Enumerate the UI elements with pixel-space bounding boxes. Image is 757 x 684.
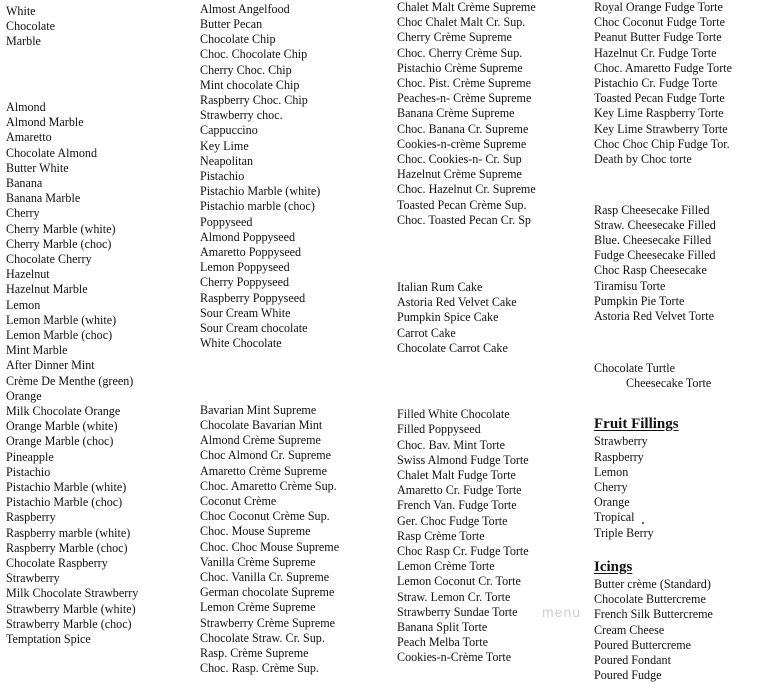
fruit-filling-item: Triple Berry	[594, 526, 654, 540]
watermark-text: menu	[542, 604, 582, 620]
flavor-item: Cappuccino	[200, 123, 258, 137]
flavor-item: Choc Rasp Cr. Fudge Torte	[397, 544, 529, 558]
flavor-item: Banana	[6, 176, 43, 190]
flavor-item: Choc. Cookies-n- Cr. Sup	[397, 152, 522, 166]
flavor-item: Cherry Marble (choc)	[6, 237, 112, 251]
flavor-item: Poppyseed	[200, 215, 253, 229]
flavor-item: Choc Choc Chip Fudge Tor.	[594, 137, 730, 151]
flavor-item: Chocolate Bavarian Mint	[200, 418, 323, 432]
flavor-item: Choc Rasp Cheesecake	[594, 263, 707, 277]
flavor-item: Italian Rum Cake	[397, 280, 483, 294]
fruit-filling-item: Strawberry	[594, 434, 648, 448]
flavor-item: Lemon Coconut Cr. Torte	[397, 574, 521, 588]
flavor-item: Strawberry Crème Supreme	[200, 616, 336, 630]
flavor-item: Choc Almond Cr. Supreme	[200, 448, 332, 462]
flavor-item: Strawberry Marble (choc)	[6, 617, 132, 631]
flavor-item: Mint chocolate Chip	[200, 78, 300, 92]
flavor-item: Almost Angelfood	[200, 2, 290, 16]
flavor-item: Pistachio marble (choc)	[200, 199, 315, 213]
flavor-item: Filled Poppyseed	[397, 422, 481, 436]
flavor-item: Choc. Bav. Mint Torte	[397, 438, 505, 452]
flavor-item: Bavarian Mint Supreme	[200, 403, 317, 417]
flavor-item: Chocolate Chip	[200, 32, 276, 46]
icing-item: French Silk Buttercreme	[594, 607, 713, 621]
flavor-item: Key Lime Raspberry Torte	[594, 106, 724, 120]
flavor-item: Lemon Crème Supreme	[200, 600, 316, 614]
flavor-item: Rasp. Crème Supreme	[200, 646, 309, 660]
flavor-item: Crème De Menthe (green)	[6, 374, 134, 388]
flavor-item: Cookies-n-Crème Torte	[397, 650, 512, 664]
flavor-item: Chocolate Cherry	[6, 252, 92, 266]
flavor-item: Pumpkin Spice Cake	[397, 310, 499, 324]
flavor-item: Sour Cream White	[200, 306, 291, 320]
fruit-filling-item: Lemon	[594, 465, 629, 479]
flavor-item: Hazelnut Marble	[6, 282, 88, 296]
flavor-item: Vanilla Crème Supreme	[200, 555, 316, 569]
flavor-item: Chocolate Turtle	[594, 361, 675, 375]
icing-item: Poured Fondant	[594, 653, 671, 667]
flavor-item: Chalet Malt Fudge Torte	[397, 468, 516, 482]
fruit-fillings-heading: Fruit Fillings	[594, 416, 679, 432]
flavor-item: Almond Crème Supreme	[200, 433, 321, 447]
flavor-item: Choc. Banana Cr. Supreme	[397, 122, 529, 136]
flavor-item: Choc Coconut Fudge Torte	[594, 15, 725, 29]
flavor-item: Peanut Butter Fudge Torte	[594, 30, 722, 44]
icing-item: Poured Fudge	[594, 668, 662, 682]
flavor-item: Hazelnut Cr. Fudge Torte	[594, 46, 717, 60]
flavor-item: Amaretto	[6, 130, 52, 144]
flavor-item: Pistachio Cr. Fudge Torte	[594, 76, 718, 90]
flavor-item: Mint Marble	[6, 343, 68, 357]
flavor-item: Death by Choc torte	[594, 152, 692, 166]
flavor-item: Toasted Pecan Fudge Torte	[594, 91, 725, 105]
flavor-item: Cherry Crème Supreme	[397, 30, 512, 44]
flavor-item: Royal Orange Fudge Torte	[594, 0, 723, 14]
flavor-item: Cheesecake Torte	[626, 376, 712, 390]
flavor-item: Lemon Crème Torte	[397, 559, 495, 573]
flavor-item: Almond Poppyseed	[200, 230, 296, 244]
fruit-filling-item: Tropical	[594, 510, 635, 524]
flavor-item: Raspberry marble (white)	[6, 526, 131, 540]
flavor-item: Cherry Marble (white)	[6, 222, 116, 236]
fruit-filling-item: Raspberry	[594, 450, 644, 464]
flavor-item: Peaches-n- Crème Supreme	[397, 91, 532, 105]
flavor-item: Coconut Crème	[200, 494, 277, 508]
flavor-item: White	[6, 4, 36, 18]
icings-heading: Icings	[594, 559, 633, 575]
flavor-item: Choc. Amaretto Fudge Torte	[594, 61, 732, 75]
flavor-item: Choc. Chocolate Chip	[200, 47, 308, 61]
flavor-item: Almond	[6, 100, 46, 114]
flavor-item: Marble	[6, 34, 41, 48]
flavor-item: Straw. Cheesecake Filled	[594, 218, 716, 232]
flavor-item: Raspberry Poppyseed	[200, 291, 306, 305]
flavor-item: Cherry Poppyseed	[200, 275, 290, 289]
flavor-item: Astoria Red Velvet Cake	[397, 295, 517, 309]
flavor-item: Choc. Toasted Pecan Cr. Sp	[397, 213, 531, 227]
flavor-item: Strawberry Sundae Torte	[397, 605, 518, 619]
flavor-item: Hazelnut Crème Supreme	[397, 167, 522, 181]
flavor-item: Cherry Choc. Chip	[200, 63, 292, 77]
flavor-item: Tiramisu Torte	[594, 279, 666, 293]
flavor-item: Pistachio	[200, 169, 245, 183]
flavor-item: Orange Marble (choc)	[6, 434, 114, 448]
flavor-item: Chocolate	[6, 19, 56, 33]
flavor-item: Milk Chocolate Strawberry	[6, 586, 139, 600]
flavor-item: Chalet Malt Crème Supreme	[397, 0, 536, 14]
icing-item: Cream Cheese	[594, 623, 665, 637]
flavor-item: Filled White Chocolate	[397, 407, 510, 421]
flavor-item: Strawberry choc.	[200, 108, 283, 122]
flavor-item: Amaretto Crème Supreme	[200, 464, 327, 478]
flavor-item: Sour Cream chocolate	[200, 321, 308, 335]
flavor-item: Choc. Hazelnut Cr. Supreme	[397, 182, 536, 196]
flavor-item: Key Lime Strawberry Torte	[594, 122, 728, 136]
flavor-item: Raspberry Choc. Chip	[200, 93, 308, 107]
flavor-item: Carrot Cake	[397, 326, 456, 340]
flavor-item: Orange Marble (white)	[6, 419, 118, 433]
flavor-item: Chocolate Raspberry	[6, 556, 108, 570]
flavor-item: Chocolate Carrot Cake	[397, 341, 508, 355]
flavor-item: Strawberry	[6, 571, 60, 585]
flavor-item: Orange	[6, 389, 42, 403]
flavor-item: Pineapple	[6, 450, 54, 464]
flavor-item: Rasp Crème Torte	[397, 529, 485, 543]
fruit-filling-item: Cherry	[594, 480, 628, 494]
flavor-item: White Chocolate	[200, 336, 282, 350]
flavor-item: Raspberry	[6, 510, 56, 524]
scan-speck	[642, 522, 644, 524]
flavor-item: Lemon	[6, 298, 41, 312]
flavor-item: Milk Chocolate Orange	[6, 404, 121, 418]
flavor-item: Lemon Poppyseed	[200, 260, 290, 274]
flavor-item: Chocolate Almond	[6, 146, 98, 160]
flavor-item: Choc. Amaretto Crème Sup.	[200, 479, 337, 493]
flavor-item: Blue. Cheesecake Filled	[594, 233, 712, 247]
flavor-item: Raspberry Marble (choc)	[6, 541, 128, 555]
flavor-item: Temptation Spice	[6, 632, 91, 646]
flavor-item: Pistachio Marble (choc)	[6, 495, 123, 509]
flavor-item: Choc Coconut Crème Sup.	[200, 509, 330, 523]
flavor-item: Hazelnut	[6, 267, 50, 281]
flavor-item: Butter Pecan	[200, 17, 263, 31]
flavor-item: Choc. Cherry Crème Sup.	[397, 46, 523, 60]
flavor-item: Pistachio	[6, 465, 51, 479]
flavor-item: Choc. Rasp. Crème Sup.	[200, 661, 319, 675]
icing-item: Butter crème (Standard)	[594, 577, 711, 591]
flavor-item: Astoria Red Velvet Torte	[594, 309, 714, 323]
flavor-item: Fudge Cheesecake Filled	[594, 248, 716, 262]
flavor-item: Pistachio Marble (white)	[6, 480, 127, 494]
flavor-item: Amaretto Poppyseed	[200, 245, 302, 259]
flavor-item: After Dinner Mint	[6, 358, 95, 372]
icing-item: Chocolate Buttercreme	[594, 592, 706, 606]
flavor-item: Key Lime	[200, 139, 249, 153]
icing-item: Poured Buttercreme	[594, 638, 692, 652]
flavor-item: Rasp Cheesecake Filled	[594, 203, 710, 217]
flavor-item: Choc. Vanilla Cr. Supreme	[200, 570, 330, 584]
flavor-item: Banana Split Torte	[397, 620, 488, 634]
flavor-item: Peach Melba Torte	[397, 635, 488, 649]
flavor-item: Swiss Almond Fudge Torte	[397, 453, 529, 467]
flavor-item: Pumpkin Pie Torte	[594, 294, 685, 308]
flavor-item: Pistachio Crème Supreme	[397, 61, 523, 75]
flavor-item: Choc. Choc Mouse Supreme	[200, 540, 340, 554]
flavor-item: Pistachio Marble (white)	[200, 184, 321, 198]
flavor-item: Amaretto Cr. Fudge Torte	[397, 483, 522, 497]
flavor-item: Strawberry Marble (white)	[6, 602, 136, 616]
flavor-item: Banana Marble	[6, 191, 81, 205]
flavor-item: Choc. Mouse Supreme	[200, 524, 311, 538]
flavor-item: Toasted Pecan Crème Sup.	[397, 198, 527, 212]
flavor-item: Neapolitan	[200, 154, 254, 168]
flavor-item: French Van. Fudge Torte	[397, 498, 517, 512]
flavor-item: Choc. Pist. Crème Supreme	[397, 76, 532, 90]
flavor-item: Lemon Marble (white)	[6, 313, 117, 327]
flavor-item: Ger. Choc Fudge Torte	[397, 514, 508, 528]
flavor-item: Choc Chalet Malt Cr. Sup.	[397, 15, 526, 29]
flavor-item: Lemon Marble (choc)	[6, 328, 113, 342]
fruit-filling-item: Orange	[594, 495, 630, 509]
flavor-item: Cherry	[6, 206, 40, 220]
flavor-item: Straw. Lemon Cr. Torte	[397, 590, 511, 604]
flavor-item: Banana Crème Supreme	[397, 106, 515, 120]
flavor-item: Almond Marble	[6, 115, 84, 129]
flavor-item: Cookies-n-crème Supreme	[397, 137, 527, 151]
flavor-item: Chocolate Straw. Cr. Sup.	[200, 631, 325, 645]
flavor-item: German chocolate Supreme	[200, 585, 335, 599]
flavor-item: Butter White	[6, 161, 69, 175]
